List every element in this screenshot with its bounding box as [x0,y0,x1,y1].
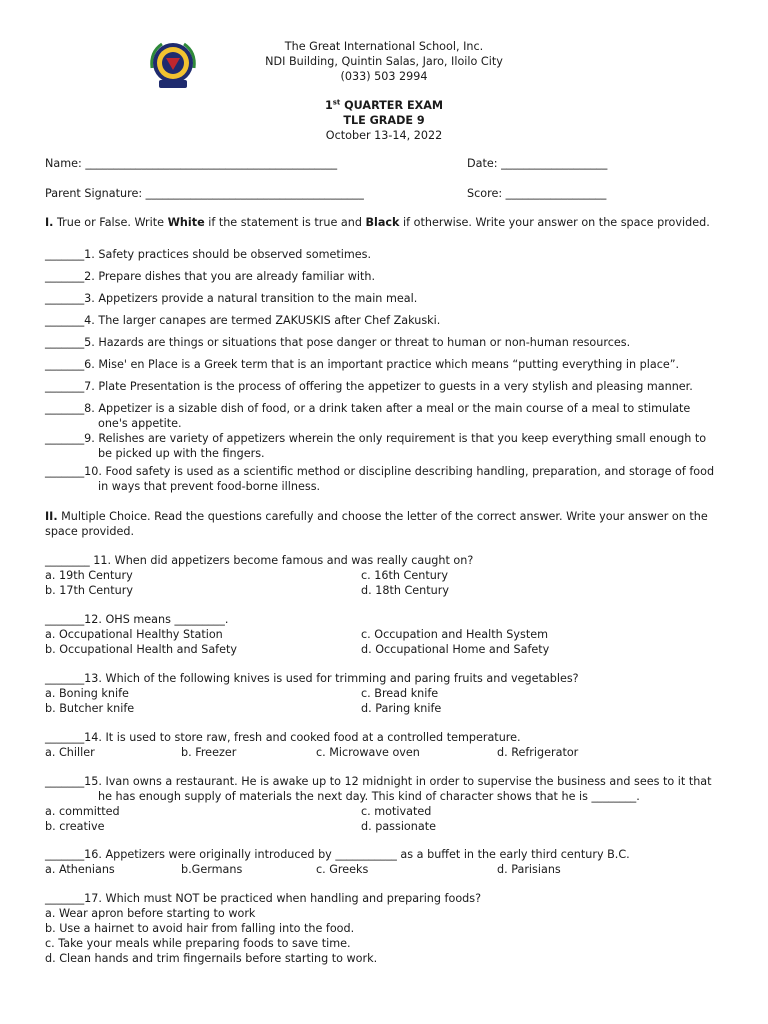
tf-item-text: _______3. Appetizers provide a natural transition to the main meal. [45,292,418,305]
exam-title [0,99,768,114]
exam-subject: TLE GRADE 9 [343,114,425,127]
score-field: Score: __________________ [467,187,607,200]
q12-option-c: c. Occupation and Health System [361,628,549,641]
tf-item-text: _______9. Relishes are variety of appetizers wherein the only requirement is that you keep everything small enough to [45,432,707,445]
section2-instructions [45,510,725,539]
q17-option-a: a. Wear apron before starting to work [45,907,256,920]
exam-header [0,99,768,144]
tf-item-10 [45,465,735,494]
section2-number: II. [45,510,58,523]
q14-option-b: b. Freezer [181,746,237,759]
tf-item-7 [45,380,735,395]
exam-title-rest: QUARTER EXAM [340,99,444,112]
mc-question-13: _______13. Which of the following knives is used for trimming and paring fruits and vegetables? [45,672,579,685]
name-field: Name: _____________________________________________ [45,157,338,170]
q14-option-d: d. Refrigerator [497,746,579,759]
tf-item-continuation: in ways that prevent food-borne illness. [98,479,321,493]
section2-text-2: space provided. [45,524,135,538]
q16-option-c: c. Greeks [316,863,369,876]
tf-item-text: _______1. Safety practices should be observed sometimes. [45,248,372,261]
mc-question-12: _______12. OHS means _________. [45,613,229,626]
q15-option-d: d. passionate [361,820,436,833]
q15-option-c: c. motivated [361,805,432,818]
tf-item-text: _______2. Prepare dishes that you are already familiar with. [45,270,376,283]
q12-option-d: d. Occupational Home and Safety [361,643,550,656]
parent-signature-field: Parent Signature: _______________________________________ [45,187,364,200]
keyword-black: Black [365,216,400,229]
mc-question-11: ________ 11. When did appetizers become famous and was really caught on? [45,554,474,567]
tf-item-text: _______10. Food safety is used as a scientific method or discipline describing handling, preparation, and storage of food [45,465,715,478]
mc-question-14: _______14. It is used to store raw, fresh and cooked food at a controlled temperature. [45,731,521,744]
q16-option-b: b.Germans [181,863,243,876]
q17-option-c: c. Take your meals while preparing foods to save time. [45,937,351,950]
q16-option-d: d. Parisians [497,863,561,876]
tf-item-8 [45,402,735,431]
mc-question-15: _______15. Ivan owns a restaurant. He is awake up to 12 midnight in order to supervise the business and sees to it that [45,775,712,788]
q11-option-c: c. 16th Century [361,569,449,582]
q11-option-a: a. 19th Century [45,569,133,582]
tf-item-text: _______7. Plate Presentation is the process of offering the appetizer to guests in a very stylish and pleasing manner. [45,380,693,393]
tf-item-3 [45,292,735,307]
tf-item-text: _______6. Mise' en Place is a Greek term that is an important practice which means “putting everything in place”. [45,358,680,371]
tf-item-text: _______4. The larger canapes are termed ZAKUSKIS after Chef Zakuski. [45,314,441,327]
q12-option-a: a. Occupational Healthy Station [45,628,223,641]
section1-text-1: True or False. Write [53,216,168,229]
q17-option-d: d. Clean hands and trim fingernails before starting to work. [45,952,378,965]
keyword-white: White [167,216,205,229]
school-phone: (033) 503 2994 [340,70,428,83]
q16-option-a: a. Athenians [45,863,115,876]
section1-number: I. [45,216,54,229]
q11-option-d: d. 18th Century [361,584,449,597]
q13-option-c: c. Bread knife [361,687,439,700]
mc-question-15-continuation: he has enough supply of materials the next day. This kind of character shows that he is ________. [98,790,640,803]
q15-option-b: b. creative [45,820,105,833]
exam-number: 1 [324,99,333,112]
tf-item-6 [45,358,735,373]
q13-option-b: b. Butcher knife [45,702,135,715]
tf-item-text: _______5. Hazards are things or situations that pose danger or threat to human or non-human resources. [45,336,631,349]
tf-item-1 [45,248,735,263]
q14-option-a: a. Chiller [45,746,95,759]
tf-item-5 [45,336,735,351]
school-header [0,40,768,85]
q11-option-b: b. 17th Century [45,584,133,597]
exam-date: October 13-14, 2022 [325,129,443,142]
section2-text-1: Multiple Choice. Read the questions carefully and choose the letter of the correct answer. Write your answer on the [57,510,708,523]
school-address: NDI Building, Quintin Salas, Jaro, Iloilo City [265,55,503,68]
q13-option-d: d. Paring knife [361,702,442,715]
tf-item-continuation: one's appetite. [98,416,182,430]
q15-option-a: a. committed [45,805,120,818]
section1-text-2: if the statement is true and [204,216,366,229]
tf-item-continuation: be picked up with the fingers. [98,446,265,460]
date-field: Date: ___________________ [467,157,608,170]
mc-question-17: _______17. Which must NOT be practiced when handling and preparing foods? [45,892,482,905]
q17-option-b: b. Use a hairnet to avoid hair from falling into the food. [45,922,355,935]
section1-text-3: if otherwise. Write your answer on the space provided. [399,216,710,229]
tf-item-text: _______8. Appetizer is a sizable dish of food, or a drink taken after a meal or the main course of a meal to stimulate [45,402,691,415]
tf-item-4 [45,314,735,329]
q14-option-c: c. Microwave oven [316,746,420,759]
exam-ordinal: st [332,98,341,107]
mc-question-16: _______16. Appetizers were originally introduced by ___________ as a buffet in the early third century B.C. [45,848,630,861]
q13-option-a: a. Boning knife [45,687,129,700]
q12-option-b: b. Occupational Health and Safety [45,643,238,656]
tf-item-2 [45,270,735,285]
tf-item-9 [45,432,735,461]
section1-instructions [45,216,725,231]
school-name: The Great International School, Inc. [284,40,484,53]
